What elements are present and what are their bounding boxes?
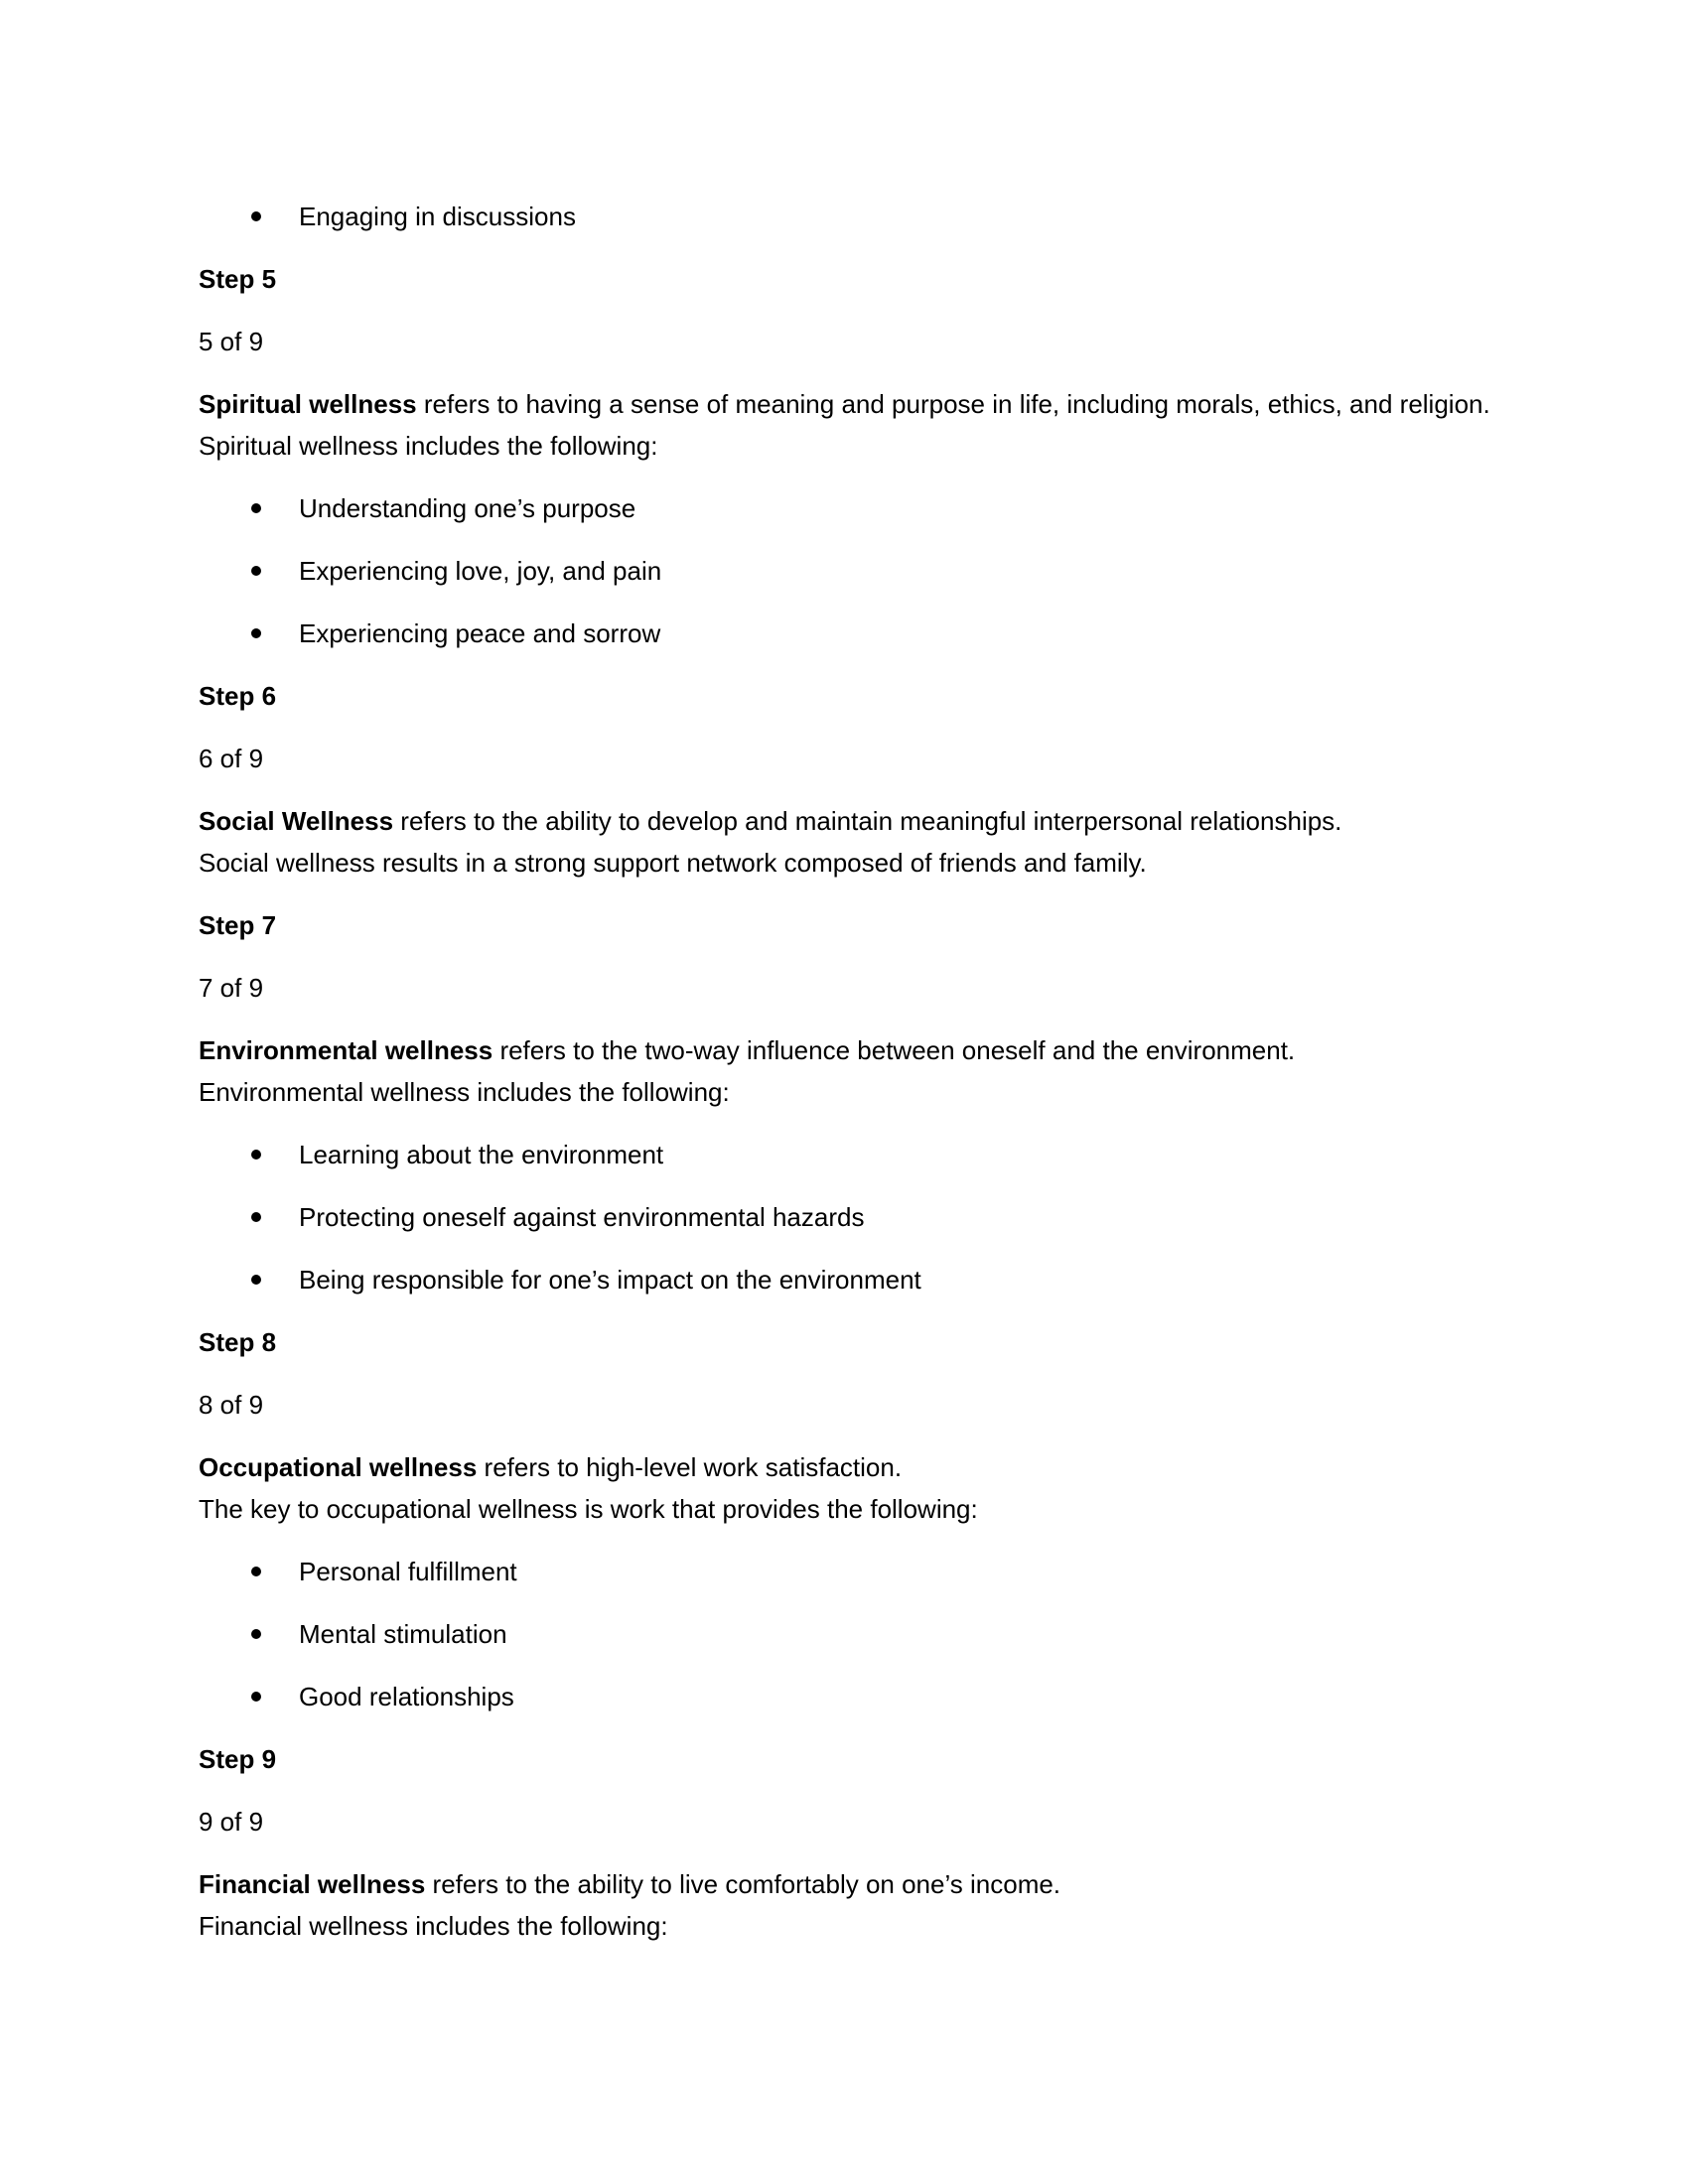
bullet-text: Experiencing peace and sorrow xyxy=(299,618,661,648)
step-8-section xyxy=(199,1321,1539,1717)
bullet-icon xyxy=(251,1567,261,1576)
bullet-icon xyxy=(251,1212,261,1222)
step-progress: 8 of 9 xyxy=(199,1390,264,1420)
step-7-section xyxy=(199,904,1539,1300)
bullet-item xyxy=(199,1613,1539,1655)
bullet-text: Understanding one’s purpose xyxy=(299,493,636,523)
bullet-item xyxy=(199,613,1539,654)
step-bullet-list xyxy=(199,1551,1539,1717)
step-heading: Step 5 xyxy=(199,264,277,294)
step-description xyxy=(199,1863,1539,1947)
description-second-line: Social wellness results in a strong support network composed of friends and family. xyxy=(199,848,1147,878)
intro-bullet-list xyxy=(199,196,1539,237)
bullet-icon xyxy=(251,566,261,576)
bullet-text: Mental stimulation xyxy=(299,1619,507,1649)
term-definition: refers to the ability to develop and maintain meaningful interpersonal relationships. xyxy=(393,806,1342,836)
description-second-line: The key to occupational wellness is work that provides the following: xyxy=(199,1494,978,1524)
bullet-icon xyxy=(251,1629,261,1639)
bullet-text: Protecting oneself against environmental hazards xyxy=(299,1202,865,1232)
bullet-icon xyxy=(251,503,261,513)
description-second-line: Environmental wellness includes the following: xyxy=(199,1077,730,1107)
step-heading: Step 7 xyxy=(199,910,277,940)
description-second-line: Financial wellness includes the following: xyxy=(199,1911,668,1941)
bullet-text: Engaging in discussions xyxy=(299,202,576,231)
step-heading: Step 9 xyxy=(199,1744,277,1774)
step-5-section xyxy=(199,258,1539,654)
wellness-term: Social Wellness xyxy=(199,806,394,836)
step-progress: 7 of 9 xyxy=(199,973,264,1003)
term-definition: refers to having a sense of meaning and purpose in life, including morals, ethics, and religion. xyxy=(416,389,1490,419)
step-bullet-list xyxy=(199,487,1539,654)
bullet-icon xyxy=(251,1692,261,1702)
term-definition: refers to the two-way influence between oneself and the environment. xyxy=(492,1035,1296,1065)
bullet-icon xyxy=(251,1275,261,1285)
bullet-text: Learning about the environment xyxy=(299,1140,664,1169)
description-second-line: Spiritual wellness includes the following: xyxy=(199,431,658,461)
wellness-term: Financial wellness xyxy=(199,1869,426,1899)
bullet-icon xyxy=(251,211,261,221)
wellness-term: Occupational wellness xyxy=(199,1452,478,1482)
step-progress: 9 of 9 xyxy=(199,1807,264,1837)
bullet-item xyxy=(199,550,1539,592)
step-9-section xyxy=(199,1738,1539,1947)
step-description xyxy=(199,800,1539,884)
step-description xyxy=(199,383,1539,467)
bullet-icon xyxy=(251,628,261,638)
bullet-item xyxy=(199,1259,1539,1300)
step-heading: Step 6 xyxy=(199,681,277,711)
bullet-item xyxy=(199,1196,1539,1238)
step-heading: Step 8 xyxy=(199,1327,277,1357)
bullet-text: Personal fulfillment xyxy=(299,1557,517,1586)
step-description xyxy=(199,1029,1539,1113)
bullet-item xyxy=(199,1551,1539,1592)
bullet-item xyxy=(199,1676,1539,1717)
term-definition: refers to the ability to live comfortably on one’s income. xyxy=(425,1869,1061,1899)
wellness-term: Spiritual wellness xyxy=(199,389,417,419)
step-progress: 5 of 9 xyxy=(199,327,264,356)
bullet-text: Good relationships xyxy=(299,1682,514,1711)
step-bullet-list xyxy=(199,1134,1539,1300)
bullet-item xyxy=(199,196,1539,237)
wellness-term: Environmental wellness xyxy=(199,1035,493,1065)
bullet-icon xyxy=(251,1150,261,1160)
step-progress: 6 of 9 xyxy=(199,744,264,773)
step-6-section xyxy=(199,675,1539,884)
bullet-item xyxy=(199,487,1539,529)
bullet-item xyxy=(199,1134,1539,1175)
term-definition: refers to high-level work satisfaction. xyxy=(477,1452,903,1482)
step-description xyxy=(199,1446,1539,1530)
bullet-text: Being responsible for one’s impact on the environment xyxy=(299,1265,921,1295)
bullet-text: Experiencing love, joy, and pain xyxy=(299,556,662,586)
